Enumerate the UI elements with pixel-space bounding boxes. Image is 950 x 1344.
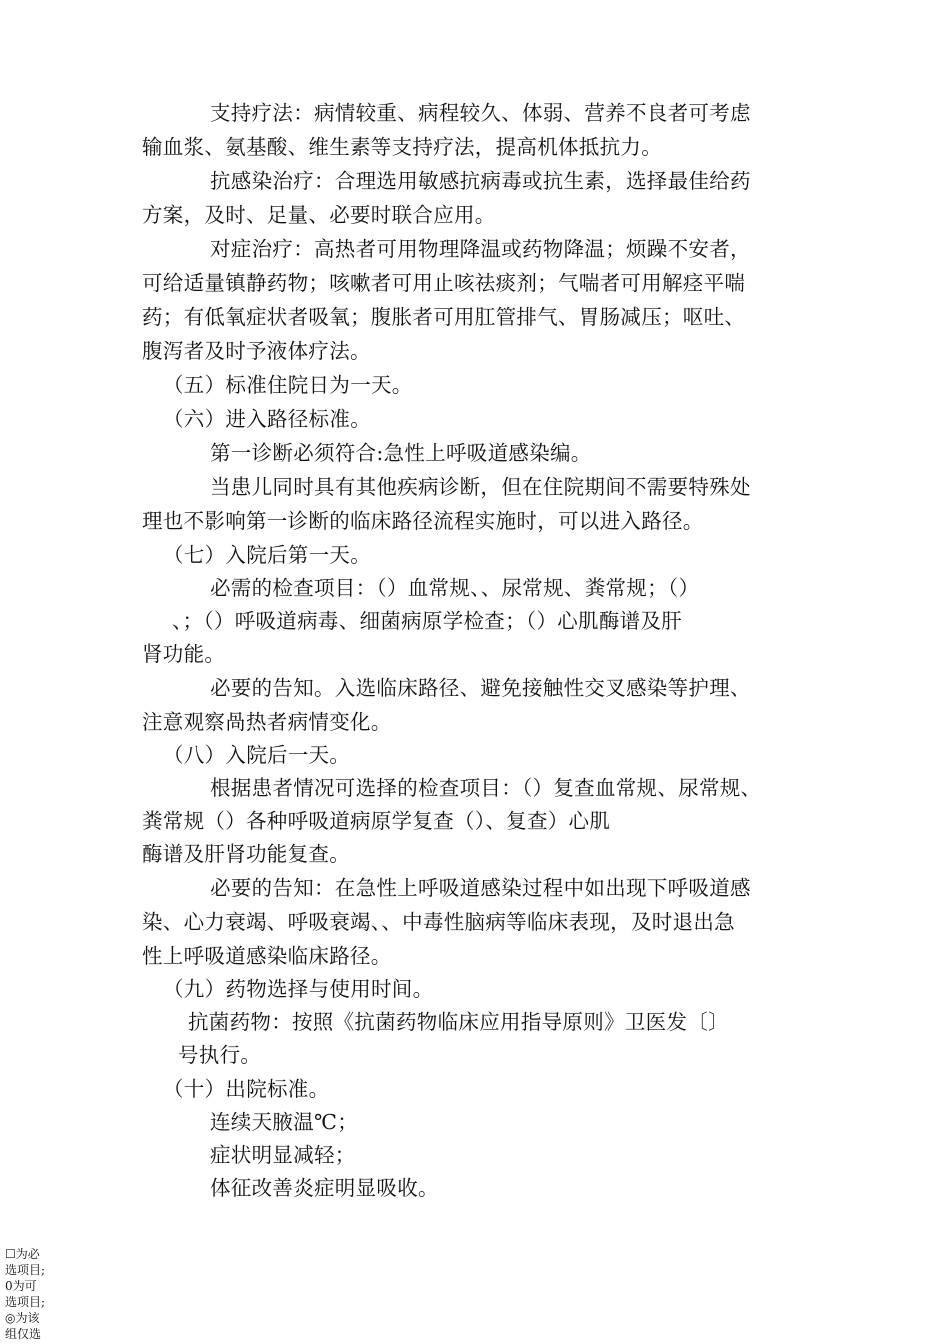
notice-2-line-3: 性上呼吸道感染临床路径。 [142,944,392,968]
section-9-heading: （九）药物选择与使用时间。 [163,977,434,1001]
symptomatic-line-2: 可给适量镇静药物；咳嗽者可用止咳祛痰剂；气喘者可用解痉平喘 [142,271,746,295]
notice-2-line-1: 必要的告知：在急性上呼吸道感染过程中如出现下呼吸道感 [210,876,751,900]
footnote-line-6: 组仅选 [5,1327,42,1341]
support-therapy-line-2: 输血浆、氨基酸、维生素等支持疗法，提高机体抵抗力。 [142,135,662,159]
antibiotics-line-1: 抗菌药物：按照《抗菌药物临床应用指导原则》卫医发〔〕 [188,1010,729,1034]
required-tests-line-1: 必需的检查项目：（）血常规、、尿常规、粪常规；（） [210,576,700,600]
optional-tests-line-1: 根据患者情况可选择的检查项目：（）复查血常规、尿常规、 [210,776,762,800]
comorbid-line-2: 理也不影响第一诊断的临床路径流程实施时，可以进入路径。 [142,509,704,533]
symptomatic-line-3: 药；有低氧症状者吸氧；腹胀者可用肛管排气、胃肠减压；呕吐、 [142,305,746,329]
notice-1-line-2: 注意观察咼热者病情变化。 [142,710,392,734]
anti-infection-line-2: 方案，及时、足量、必要时联合应用。 [142,203,496,227]
optional-tests-line-3: 酶谱及肝肾功能复查。 [142,842,350,866]
discharge-item-2: 症状明显减轻； [210,1143,356,1167]
symptomatic-line-4: 腹泻者及时予液体疗法。 [142,339,371,363]
footnote-line-2: 选项目; [5,1263,46,1277]
antibiotics-line-2: 号执行。 [178,1043,262,1067]
section-6-heading: （六）进入路径标准。 [163,407,371,431]
footnote-line-3: 0为可 [5,1279,37,1293]
section-5-heading: （五）标准住院日为一天。 [163,373,413,397]
section-10-heading: （十）出院标准。 [163,1077,330,1101]
optional-tests-line-2: 粪常规（）各种呼吸道病原学复查（）、复查）心肌 [142,809,611,833]
anti-infection-line-1: 抗感染治疗：合理选用敏感抗病毒或抗生素，选择最佳给药 [210,169,751,193]
footnote-line-5: ◎为该 [5,1311,40,1325]
discharge-item-3: 体征改善炎症明显吸收。 [210,1176,439,1200]
diagnosis-line: 第一诊断必须符合:急性上呼吸道感染编。 [210,441,592,465]
symptomatic-line-1: 对症治疗：高热者可用物理降温或药物降温；烦躁不安者， [210,237,751,261]
section-7-heading: （七）入院后第一天。 [163,543,371,567]
section-8-heading: （八）入院后一天。 [163,743,351,767]
support-therapy-line-1: 支持疗法：病情较重、病程较久、体弱、营养不良者可考虑 [210,101,751,125]
notice-1-line-1: 必要的告知。入选临床路径、避免接触性交叉感染等护理、 [210,676,751,700]
notice-2-line-2: 染、心力衰竭、呼吸衰竭、、中毒性脑病等临床表现，及时退出急 [142,910,735,934]
required-tests-line-2: 、；（）呼吸道病毒、细菌病原学检查；（）心肌酶谱及肝 [172,609,683,633]
discharge-item-1: 连续天腋温℃； [210,1110,359,1134]
required-tests-line-3: 肾功能。 [142,642,226,666]
comorbid-line-1: 当患儿同时具有其他疾病诊断，但在住院期间不需要特殊处 [210,475,751,499]
footnote-line-4: 选项目; [5,1295,46,1309]
footnote-line-1: ☐为必 [5,1247,40,1261]
